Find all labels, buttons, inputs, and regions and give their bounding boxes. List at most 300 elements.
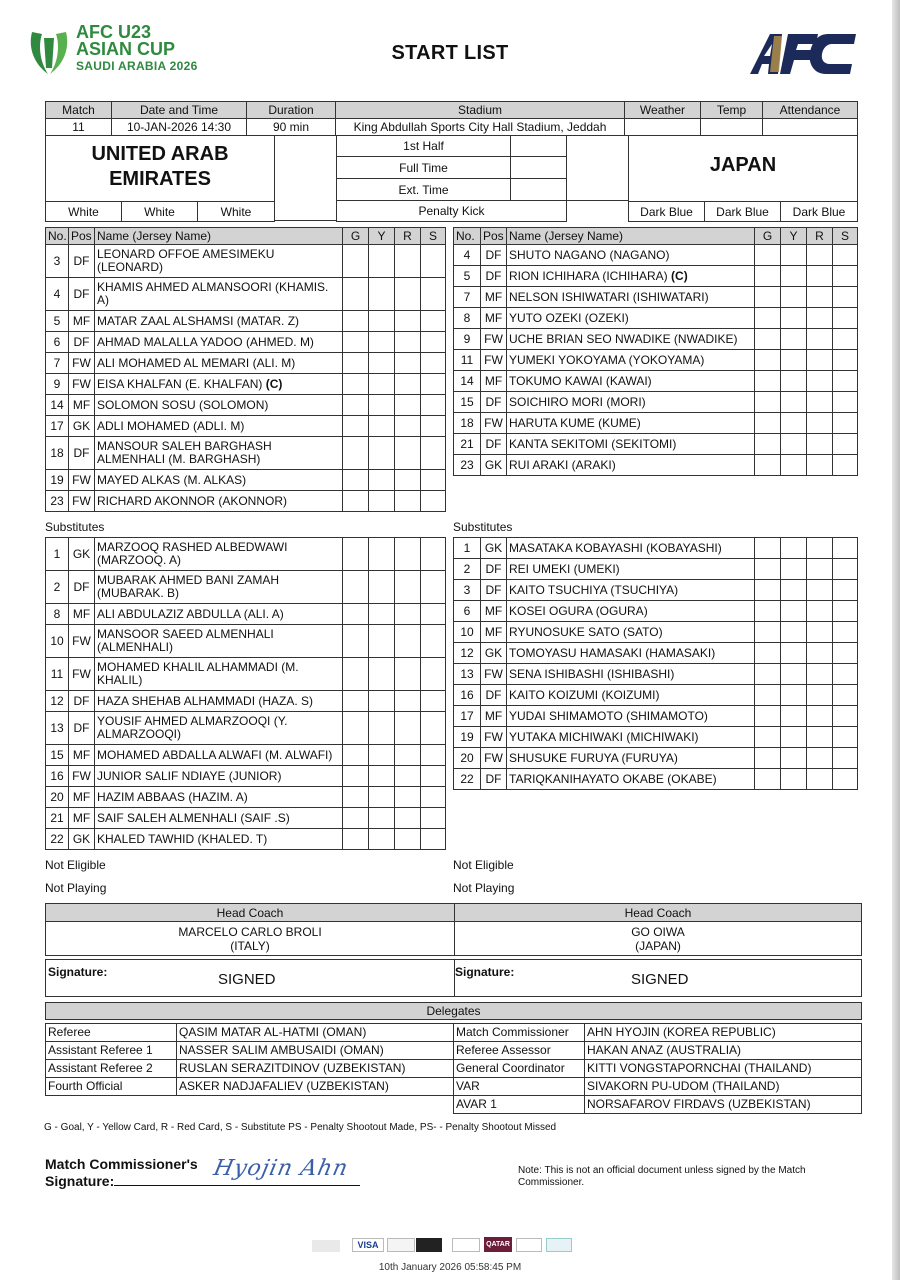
stadium-label: Stadium bbox=[335, 101, 625, 119]
player-name-cell bbox=[507, 455, 755, 476]
delegate-row bbox=[46, 1024, 454, 1042]
sponsor-logo-5 bbox=[452, 1238, 480, 1252]
delegate-name: HAKAN ANAZ (AUSTRALIA) bbox=[585, 1042, 862, 1060]
red-card-cell bbox=[807, 664, 833, 685]
delegate-role: Match Commissioner bbox=[454, 1024, 585, 1042]
logo-line1: AFC U23 bbox=[76, 22, 152, 42]
player-row bbox=[454, 308, 858, 329]
goal-cell bbox=[755, 769, 781, 790]
player-position: DF bbox=[481, 245, 507, 266]
player-number: 20 bbox=[46, 787, 69, 808]
player-name-cell bbox=[95, 311, 343, 332]
player-position: FW bbox=[481, 413, 507, 434]
player-position: DF bbox=[69, 691, 95, 712]
player-name: KANTA SEKITOMI (SEKITOMI) bbox=[509, 436, 677, 451]
yellow-card-cell bbox=[369, 766, 395, 787]
player-row bbox=[454, 350, 858, 371]
player-row bbox=[454, 559, 858, 580]
sponsor-logo-1 bbox=[312, 1240, 340, 1252]
home-substitutes-label: Substitutes bbox=[45, 520, 105, 534]
yellow-card-cell bbox=[781, 748, 807, 769]
player-name: NELSON ISHIWATARI (ISHIWATARI) bbox=[509, 289, 709, 304]
yellow-card-cell bbox=[369, 745, 395, 766]
yellow-card-cell bbox=[369, 332, 395, 353]
goal-cell bbox=[343, 278, 369, 311]
red-card-cell bbox=[395, 538, 421, 571]
red-card-cell bbox=[395, 604, 421, 625]
red-card-cell bbox=[807, 413, 833, 434]
home-not-eligible-label: Not Eligible bbox=[45, 858, 106, 872]
substitute-cell bbox=[421, 658, 446, 691]
player-number: 5 bbox=[454, 266, 481, 287]
mc-signature-line1: Match Commissioner's bbox=[45, 1156, 198, 1172]
page-edge-shadow bbox=[892, 0, 900, 1280]
player-name: TARIQKANIHAYATO OKABE (OKABE) bbox=[509, 771, 717, 786]
substitute-cell bbox=[833, 371, 858, 392]
substitute-cell bbox=[421, 745, 446, 766]
player-number: 8 bbox=[454, 308, 481, 329]
red-card-cell bbox=[395, 625, 421, 658]
player-name: YUTO OZEKI (OZEKI) bbox=[509, 310, 629, 325]
player-name-cell bbox=[507, 538, 755, 559]
page-title: START LIST bbox=[391, 42, 509, 64]
player-position: DF bbox=[69, 437, 95, 470]
player-name-cell bbox=[95, 571, 343, 604]
substitute-cell bbox=[833, 727, 858, 748]
player-row bbox=[454, 371, 858, 392]
player-row bbox=[46, 808, 446, 829]
substitute-cell bbox=[421, 712, 446, 745]
home-head-coach bbox=[45, 921, 455, 956]
red-card-cell bbox=[807, 769, 833, 790]
delegate-name: AHN HYOJIN (KOREA REPUBLIC) bbox=[585, 1024, 862, 1042]
player-name: RUI ARAKI (ARAKI) bbox=[509, 457, 616, 472]
substitute-cell bbox=[421, 416, 446, 437]
delegate-role: Fourth Official bbox=[46, 1078, 177, 1096]
goal-cell bbox=[755, 266, 781, 287]
substitute-cell bbox=[833, 622, 858, 643]
col-red-header: R bbox=[395, 228, 421, 245]
delegate-row bbox=[46, 1042, 454, 1060]
goal-cell bbox=[343, 625, 369, 658]
delegate-role: Referee Assessor bbox=[454, 1042, 585, 1060]
home-coach-country: (ITALY) bbox=[230, 939, 270, 953]
yellow-card-cell bbox=[781, 538, 807, 559]
goal-cell bbox=[343, 691, 369, 712]
away-kit-shirt: Dark Blue bbox=[628, 201, 705, 222]
player-position: GK bbox=[481, 455, 507, 476]
player-name: KOSEI OGURA (OGURA) bbox=[509, 603, 648, 618]
player-name: REI UMEKI (UMEKI) bbox=[509, 561, 620, 576]
player-row bbox=[454, 769, 858, 790]
home-not-playing-label: Not Playing bbox=[45, 881, 107, 895]
substitute-cell bbox=[421, 278, 446, 311]
yellow-card-cell bbox=[369, 416, 395, 437]
red-card-cell bbox=[807, 685, 833, 706]
goal-cell bbox=[755, 706, 781, 727]
player-name: MARZOOQ RASHED ALBEDWAWI (MARZOOQ. A) bbox=[97, 540, 288, 567]
match-temp bbox=[700, 118, 763, 136]
goal-cell bbox=[343, 437, 369, 470]
player-number: 18 bbox=[454, 413, 481, 434]
delegate-name: QASIM MATAR AL-HATMI (OMAN) bbox=[177, 1024, 454, 1042]
goal-cell bbox=[755, 601, 781, 622]
player-position: MF bbox=[481, 622, 507, 643]
player-position: MF bbox=[481, 601, 507, 622]
delegate-name: NASSER SALIM AMBUSAIDI (OMAN) bbox=[177, 1042, 454, 1060]
player-number: 3 bbox=[454, 580, 481, 601]
player-name: MAYED ALKAS (M. ALKAS) bbox=[97, 472, 247, 487]
player-name-cell bbox=[507, 664, 755, 685]
player-row bbox=[454, 664, 858, 685]
player-name: SHUSUKE FURUYA (FURUYA) bbox=[509, 750, 678, 765]
player-position: DF bbox=[481, 769, 507, 790]
player-number: 17 bbox=[454, 706, 481, 727]
player-name: YUTAKA MICHIWAKI (MICHIWAKI) bbox=[509, 729, 699, 744]
player-row bbox=[454, 601, 858, 622]
player-number: 18 bbox=[46, 437, 69, 470]
player-row bbox=[454, 643, 858, 664]
yellow-card-cell bbox=[781, 622, 807, 643]
afc-logo bbox=[748, 30, 858, 78]
penalty-kick-label: Penalty Kick bbox=[336, 200, 567, 222]
player-number: 23 bbox=[46, 491, 69, 512]
red-card-cell bbox=[395, 808, 421, 829]
player-row bbox=[46, 245, 446, 278]
delegate-row bbox=[46, 1078, 454, 1096]
goal-cell bbox=[343, 829, 369, 850]
match-attendance bbox=[762, 118, 858, 136]
player-name-cell bbox=[507, 685, 755, 706]
sponsor-logo-3 bbox=[387, 1238, 415, 1252]
player-position: DF bbox=[481, 559, 507, 580]
duration-label: Duration bbox=[246, 101, 336, 119]
home-kit-shorts: White bbox=[121, 201, 198, 222]
delegate-name: NORSAFAROV FIRDAVS (UZBEKISTAN) bbox=[585, 1096, 862, 1114]
player-number: 13 bbox=[46, 712, 69, 745]
substitute-cell bbox=[421, 538, 446, 571]
player-number: 4 bbox=[454, 245, 481, 266]
player-number: 1 bbox=[454, 538, 481, 559]
goal-cell bbox=[755, 455, 781, 476]
player-position: MF bbox=[481, 287, 507, 308]
logo-line2: ASIAN CUP bbox=[76, 39, 176, 59]
away-starters-table bbox=[453, 227, 858, 476]
player-position: MF bbox=[481, 706, 507, 727]
player-name: HAZA SHEHAB ALHAMMADI (HAZA. S) bbox=[97, 693, 314, 708]
player-row bbox=[46, 353, 446, 374]
away-subs-table bbox=[453, 537, 858, 790]
red-card-cell bbox=[807, 245, 833, 266]
red-card-cell bbox=[395, 311, 421, 332]
delegate-name: RUSLAN SERAZITDINOV (UZBEKISTAN) bbox=[177, 1060, 454, 1078]
substitute-cell bbox=[421, 353, 446, 374]
delegates-label: Delegates bbox=[45, 1002, 862, 1020]
col-sub-header: S bbox=[833, 228, 858, 245]
player-row bbox=[46, 278, 446, 311]
red-card-cell bbox=[807, 266, 833, 287]
player-name-cell bbox=[95, 416, 343, 437]
player-name-cell bbox=[507, 748, 755, 769]
player-name-cell bbox=[95, 625, 343, 658]
player-row bbox=[454, 455, 858, 476]
home-team-name-line1: UNITED ARAB bbox=[91, 143, 229, 165]
home-team-name-box bbox=[45, 135, 275, 202]
yellow-card-cell bbox=[369, 712, 395, 745]
away-signature-label: Signature: bbox=[455, 965, 515, 979]
yellow-card-cell bbox=[369, 787, 395, 808]
player-number: 9 bbox=[46, 374, 69, 395]
captain-badge: (C) bbox=[265, 376, 283, 391]
goal-cell bbox=[343, 395, 369, 416]
player-position: DF bbox=[481, 580, 507, 601]
red-card-cell bbox=[807, 622, 833, 643]
player-name-cell bbox=[507, 559, 755, 580]
player-row bbox=[46, 538, 446, 571]
yellow-card-cell bbox=[369, 470, 395, 491]
player-row bbox=[46, 571, 446, 604]
player-name-cell bbox=[95, 808, 343, 829]
player-name-cell bbox=[507, 371, 755, 392]
player-row bbox=[46, 712, 446, 745]
player-number: 19 bbox=[46, 470, 69, 491]
player-name-cell bbox=[95, 829, 343, 850]
yellow-card-cell bbox=[369, 311, 395, 332]
goal-cell bbox=[755, 371, 781, 392]
player-position: FW bbox=[69, 491, 95, 512]
player-position: DF bbox=[69, 332, 95, 353]
goal-cell bbox=[755, 664, 781, 685]
player-name-cell bbox=[507, 266, 755, 287]
substitute-cell bbox=[833, 664, 858, 685]
logo-line3: SAUDI ARABIA 2026 bbox=[76, 59, 198, 73]
yellow-card-cell bbox=[781, 559, 807, 580]
substitute-cell bbox=[833, 287, 858, 308]
player-position: DF bbox=[69, 278, 95, 311]
player-name: MATAR ZAAL ALSHAMSI (MATAR. Z) bbox=[97, 313, 300, 328]
yellow-card-cell bbox=[369, 278, 395, 311]
home-kit-socks: White bbox=[197, 201, 275, 222]
substitute-cell bbox=[833, 643, 858, 664]
match-duration: 90 min bbox=[246, 118, 336, 136]
delegate-row bbox=[454, 1078, 862, 1096]
player-name-cell bbox=[507, 434, 755, 455]
goal-cell bbox=[755, 622, 781, 643]
goal-cell bbox=[755, 538, 781, 559]
player-row bbox=[46, 470, 446, 491]
player-name: YUMEKI YOKOYAMA (YOKOYAMA) bbox=[509, 352, 705, 367]
home-signed-text: SIGNED bbox=[218, 971, 276, 988]
player-name-cell bbox=[95, 278, 343, 311]
delegate-row bbox=[454, 1042, 862, 1060]
player-name: RION ICHIHARA (ICHIHARA) bbox=[509, 268, 668, 283]
red-card-cell bbox=[807, 538, 833, 559]
red-card-cell bbox=[395, 245, 421, 278]
red-card-cell bbox=[807, 392, 833, 413]
player-position: MF bbox=[69, 787, 95, 808]
red-card-cell bbox=[395, 745, 421, 766]
timestamp: 10th January 2026 05:58:45 PM bbox=[378, 1262, 522, 1273]
col-pos-header: Pos bbox=[481, 228, 507, 245]
player-name: YUDAI SHIMAMOTO (SHIMAMOTO) bbox=[509, 708, 708, 723]
substitute-cell bbox=[833, 685, 858, 706]
delegate-role: VAR bbox=[454, 1078, 585, 1096]
red-card-cell bbox=[395, 491, 421, 512]
player-number: 1 bbox=[46, 538, 69, 571]
delegate-name: KITTI VONGSTAPORNCHAI (THAILAND) bbox=[585, 1060, 862, 1078]
player-number: 8 bbox=[46, 604, 69, 625]
substitute-cell bbox=[833, 392, 858, 413]
col-yellow-header: Y bbox=[781, 228, 807, 245]
player-position: MF bbox=[69, 395, 95, 416]
player-number: 5 bbox=[46, 311, 69, 332]
delegate-row bbox=[454, 1024, 862, 1042]
player-row bbox=[454, 538, 858, 559]
red-card-cell bbox=[807, 727, 833, 748]
home-signature-box bbox=[45, 959, 455, 997]
delegate-role: AVAR 1 bbox=[454, 1096, 585, 1114]
match-weather bbox=[624, 118, 701, 136]
player-name-cell bbox=[507, 392, 755, 413]
substitute-cell bbox=[833, 706, 858, 727]
goal-cell bbox=[755, 245, 781, 266]
player-name: TOKUMO KAWAI (KAWAI) bbox=[509, 373, 652, 388]
player-row bbox=[46, 604, 446, 625]
match-datetime: 10-JAN-2026 14:30 bbox=[111, 118, 247, 136]
goal-cell bbox=[343, 491, 369, 512]
player-name: AHMAD MALALLA YADOO (AHMED. M) bbox=[97, 334, 314, 349]
yellow-card-cell bbox=[781, 308, 807, 329]
yellow-card-cell bbox=[369, 245, 395, 278]
away-coach-country: (JAPAN) bbox=[635, 939, 681, 953]
player-position: MF bbox=[69, 604, 95, 625]
match-number: 11 bbox=[45, 118, 112, 136]
table-header bbox=[46, 228, 446, 245]
substitute-cell bbox=[833, 455, 858, 476]
yellow-card-cell bbox=[781, 643, 807, 664]
player-number: 7 bbox=[454, 287, 481, 308]
red-card-cell bbox=[807, 580, 833, 601]
player-row bbox=[46, 658, 446, 691]
sponsor-logo-4 bbox=[416, 1238, 442, 1252]
sponsor-logo-8 bbox=[546, 1238, 572, 1252]
player-number: 12 bbox=[454, 643, 481, 664]
yellow-card-cell bbox=[369, 491, 395, 512]
player-number: 22 bbox=[46, 829, 69, 850]
player-position: FW bbox=[69, 374, 95, 395]
player-name-cell bbox=[95, 604, 343, 625]
player-name-cell bbox=[507, 580, 755, 601]
red-card-cell bbox=[395, 658, 421, 691]
yellow-card-cell bbox=[781, 287, 807, 308]
substitute-cell bbox=[421, 374, 446, 395]
player-name: JUNIOR SALIF NDIAYE (JUNIOR) bbox=[97, 768, 282, 783]
substitute-cell bbox=[421, 787, 446, 808]
player-name-cell bbox=[507, 601, 755, 622]
yellow-card-cell bbox=[781, 371, 807, 392]
yellow-card-cell bbox=[369, 437, 395, 470]
player-position: MF bbox=[481, 308, 507, 329]
delegate-name: SIVAKORN PU-UDOM (THAILAND) bbox=[585, 1078, 862, 1096]
player-name-cell bbox=[95, 745, 343, 766]
player-number: 21 bbox=[46, 808, 69, 829]
yellow-card-cell bbox=[369, 625, 395, 658]
col-yellow-header: Y bbox=[369, 228, 395, 245]
yellow-card-cell bbox=[369, 829, 395, 850]
red-card-cell bbox=[807, 287, 833, 308]
player-name-cell bbox=[507, 308, 755, 329]
yellow-card-cell bbox=[781, 769, 807, 790]
goal-cell bbox=[343, 245, 369, 278]
substitute-cell bbox=[833, 413, 858, 434]
away-score-box bbox=[566, 135, 629, 201]
yellow-card-cell bbox=[781, 266, 807, 287]
player-name-cell bbox=[95, 766, 343, 787]
yellow-card-cell bbox=[781, 455, 807, 476]
player-position: FW bbox=[481, 329, 507, 350]
player-name: ALI ABDULAZIZ ABDULLA (ALI. A) bbox=[97, 606, 284, 621]
player-position: FW bbox=[481, 748, 507, 769]
attendance-label: Attendance bbox=[762, 101, 858, 119]
player-row bbox=[46, 745, 446, 766]
player-row bbox=[454, 748, 858, 769]
player-row bbox=[454, 392, 858, 413]
goal-cell bbox=[755, 685, 781, 706]
yellow-card-cell bbox=[781, 392, 807, 413]
player-number: 2 bbox=[46, 571, 69, 604]
red-card-cell bbox=[395, 712, 421, 745]
away-head-coach bbox=[454, 921, 862, 956]
red-card-cell bbox=[807, 434, 833, 455]
yellow-card-cell bbox=[781, 434, 807, 455]
player-number: 11 bbox=[454, 350, 481, 371]
home-score-box bbox=[274, 135, 337, 221]
player-name-cell bbox=[507, 643, 755, 664]
away-coach-name: GO OIWA bbox=[631, 925, 685, 939]
player-number: 21 bbox=[454, 434, 481, 455]
player-number: 4 bbox=[46, 278, 69, 311]
player-name: ADLI MOHAMED (ADLI. M) bbox=[97, 418, 245, 433]
substitute-cell bbox=[833, 266, 858, 287]
player-name: MOHAMED KHALIL ALHAMMADI (M. KHALIL) bbox=[97, 660, 299, 687]
match-label: Match bbox=[45, 101, 112, 119]
player-name: SHUTO NAGANO (NAGANO) bbox=[509, 247, 670, 262]
col-goal-header: G bbox=[343, 228, 369, 245]
goal-cell bbox=[343, 332, 369, 353]
player-name: RICHARD AKONNOR (AKONNOR) bbox=[97, 493, 288, 508]
substitute-cell bbox=[421, 808, 446, 829]
player-position: FW bbox=[69, 353, 95, 374]
yellow-card-cell bbox=[781, 601, 807, 622]
player-name: KHAMIS AHMED ALMANSOORI (KHAMIS. A) bbox=[97, 280, 329, 307]
away-not-eligible-label: Not Eligible bbox=[453, 858, 514, 872]
substitute-cell bbox=[833, 580, 858, 601]
player-position: FW bbox=[69, 470, 95, 491]
official-note: Note: This is not an official document unless signed by the Match Commissioner. bbox=[518, 1165, 806, 1188]
player-name: SOICHIRO MORI (MORI) bbox=[509, 394, 646, 409]
player-name-cell bbox=[95, 437, 343, 470]
red-card-cell bbox=[807, 329, 833, 350]
player-position: GK bbox=[481, 643, 507, 664]
sponsor-logo-7 bbox=[516, 1238, 542, 1252]
away-head-coach-label: Head Coach bbox=[454, 903, 862, 922]
red-card-cell bbox=[395, 470, 421, 491]
goal-cell bbox=[755, 559, 781, 580]
player-number: 6 bbox=[454, 601, 481, 622]
yellow-card-cell bbox=[781, 664, 807, 685]
delegate-row bbox=[454, 1060, 862, 1078]
player-name-cell bbox=[95, 353, 343, 374]
